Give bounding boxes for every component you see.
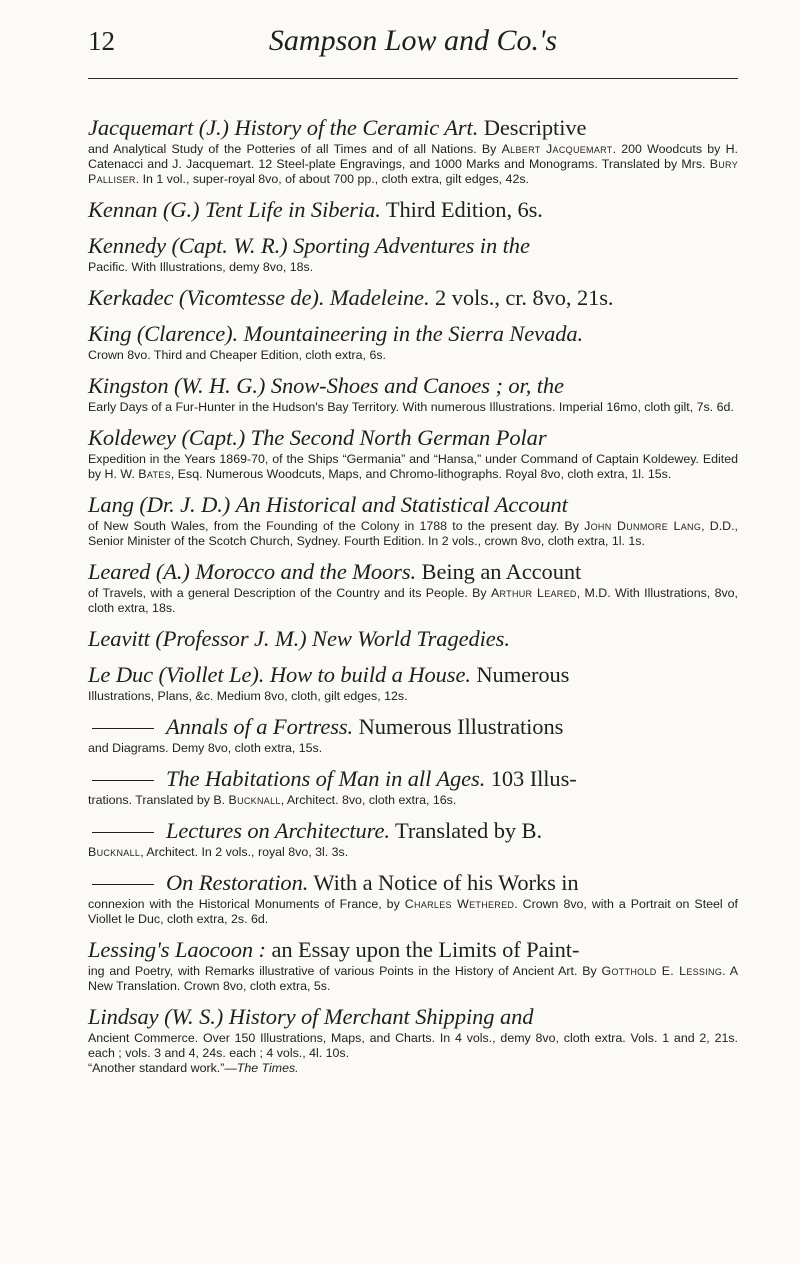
- entry-title: An Historical and Statistical Account: [235, 492, 568, 517]
- entry-title: The Habitations of Man in all Ages.: [166, 766, 486, 791]
- entry-description: [88, 1031, 738, 1076]
- catalogue-entry: [88, 233, 738, 275]
- entry-heading: [88, 197, 738, 223]
- entry-title: History of Merchant Shipping and: [228, 1004, 534, 1029]
- entry-author: Jacquemart (J.): [88, 115, 229, 140]
- entry-description: [88, 964, 738, 994]
- entry-author: Leavitt (Professor J. M.): [88, 626, 307, 651]
- desc-text: . 200 Woodcuts by H. Catenacci and J. Jacquemart. 12 Steel-plate Engravings, and 1000 Marks and Monograms. Translated by Mrs.: [88, 142, 738, 171]
- entry-description: Illustrations, Plans, &c. Medium 8vo, cloth, gilt edges, 12s.: [88, 689, 408, 703]
- entry-heading: [88, 425, 738, 451]
- quote-source: The Times.: [236, 1061, 299, 1075]
- entry-title: Tent Life in Siberia.: [204, 197, 381, 222]
- catalogue-page: [88, 18, 738, 1086]
- desc-text: , Architect. In 2 vols., royal 8vo, 3l. 3s.: [140, 845, 349, 859]
- entry-description: [88, 519, 738, 549]
- entry-title: On Restoration.: [166, 870, 309, 895]
- desc-text: . Crown 8vo, with a Portrait on Steel of Viollet le Duc, cloth extra, 2s. 6d.: [88, 897, 738, 926]
- entry-author: Kennedy (Capt. W. R.): [88, 233, 288, 258]
- desc-text: and Analytical Study of the Potteries of all Times and of all Nations. By: [88, 142, 502, 156]
- desc-name: Bucknall: [228, 793, 281, 807]
- entry-heading-tail: Translated by B.: [395, 818, 542, 843]
- entry-title: History of the Ceramic Art.: [234, 115, 479, 140]
- entry-heading-tail: 2 vols., cr. 8vo, 21s.: [435, 285, 614, 310]
- catalogue-entry: [88, 285, 738, 311]
- page-number: 12: [88, 26, 115, 56]
- desc-text: , Architect. 8vo, cloth extra, 16s.: [280, 793, 457, 807]
- entry-title: Morocco and the Moors.: [195, 559, 417, 584]
- desc-text: trations. Translated by B.: [88, 793, 229, 807]
- entry-title: Madeleine.: [329, 285, 430, 310]
- entry-description: Early Days of a Fur-Hunter in the Hudson's Bay Territory. With numerous Illustrations. Imperial 16mo, cloth gilt, 7s. 6d.: [88, 400, 734, 414]
- entry-author: Leared (A.): [88, 559, 190, 584]
- entry-heading: [88, 321, 738, 347]
- entry-author: Koldewey (Capt.): [88, 425, 246, 450]
- desc-name: Gotthold E. Lessing: [601, 964, 723, 978]
- entry-heading: [88, 233, 738, 259]
- entry-description: [88, 793, 738, 808]
- entry-author: Le Duc (Viollet Le).: [88, 662, 265, 687]
- press-quote: “Another standard work.”—: [88, 1061, 237, 1075]
- catalogue-entry: [88, 870, 738, 927]
- ditto-dash: [92, 884, 154, 885]
- desc-name: Charles Wethered: [404, 897, 515, 911]
- entry-heading: [88, 662, 738, 688]
- desc-text: connexion with the Historical Monuments of France, by: [88, 897, 405, 911]
- entry-heading: [88, 766, 738, 792]
- entry-heading-tail: Being an Account: [421, 559, 582, 584]
- entry-title: New World Tragedies.: [312, 626, 510, 651]
- desc-name: Bucknall: [88, 845, 141, 859]
- catalogue-entry: [88, 197, 738, 223]
- desc-text: , D.D., Senior Minister of the Scotch Church, Sydney. Fourth Edition. In 2 vols., crown 8vo, cloth extra, 1l. 1s.: [88, 519, 738, 548]
- page-header: [88, 18, 738, 79]
- running-title: Sampson Low and Co.'s: [268, 24, 558, 57]
- entry-title: How to build a House.: [269, 662, 471, 687]
- entry-author: Kerkadec (Vicomtesse de).: [88, 285, 325, 310]
- entry-heading: [88, 870, 738, 896]
- desc-text: Ancient Commerce. Over 150 Illustrations, Maps, and Charts. In 4 vols., demy 8vo, cloth extra. Vols. 1 and 2, 21s. each ; vols. 3 and 4, 24s. each ; 4 vols., 4l. 10s.: [88, 1031, 738, 1060]
- catalogue-entry: [88, 626, 738, 652]
- catalogue-entry: [88, 492, 738, 549]
- ditto-dash: [92, 832, 154, 833]
- desc-text: ing and Poetry, with Remarks illustrative of various Points in the History of Ancient Art. By: [88, 964, 602, 978]
- catalogue-entry: [88, 818, 738, 860]
- entry-description: Pacific. With Illustrations, demy 8vo, 18s.: [88, 260, 314, 274]
- ditto-dash: [92, 728, 154, 729]
- catalogue-entry: [88, 373, 738, 415]
- desc-text: of New South Wales, from the Founding of the Colony in 1788 to the present day. By: [88, 519, 585, 533]
- entry-author: Lessing's Laocoon :: [88, 937, 266, 962]
- desc-text: Expedition in the Years 1869-70, of the Ships “Germania” and “Hansa,” under Command of Captain Koldewey. Edited by H. W.: [88, 452, 738, 481]
- desc-text: . In 1 vol., super-royal 8vo, of about 700 pp., cloth extra, gilt edges, 42s.: [135, 172, 529, 186]
- catalogue-entry: [88, 559, 738, 616]
- entry-title: The Second North German Polar: [250, 425, 547, 450]
- entry-description: and Diagrams. Demy 8vo, cloth extra, 15s.: [88, 741, 323, 755]
- desc-text: , M.D. With Illustrations, 8vo, cloth extra, 18s.: [88, 586, 738, 615]
- desc-text: . A New Translation. Crown 8vo, cloth extra, 5s.: [88, 964, 738, 993]
- entry-title: Lectures on Architecture.: [166, 818, 390, 843]
- entry-heading-tail: Third Edition, 6s.: [385, 197, 543, 222]
- entry-description: Crown 8vo. Third and Cheaper Edition, cloth extra, 6s.: [88, 348, 386, 362]
- entry-heading-tail: Descriptive: [483, 115, 587, 140]
- entry-heading: [88, 492, 738, 518]
- entry-author: Lang (Dr. J. D.): [88, 492, 231, 517]
- catalogue-entry: [88, 937, 738, 994]
- entry-heading: [88, 937, 738, 963]
- catalogue-entry: [88, 321, 738, 363]
- entry-heading: [88, 285, 738, 311]
- entry-heading: [88, 559, 738, 585]
- catalogue-entry: [88, 1004, 738, 1076]
- entry-heading-tail: Numerous Illustrations: [358, 714, 564, 739]
- entry-heading: [88, 714, 738, 740]
- entry-heading: [88, 818, 738, 844]
- catalogue-entry: [88, 766, 738, 808]
- ditto-dash: [92, 780, 154, 781]
- desc-name: Albert Jacquemart: [501, 142, 613, 156]
- entry-author: Kingston (W. H. G.): [88, 373, 266, 398]
- catalogue-entry: [88, 714, 738, 756]
- desc-text: , Esq. Numerous Woodcuts, Maps, and Chromo-lithographs. Royal 8vo, cloth extra, 1l. 15s.: [170, 467, 672, 481]
- desc-text: of Travels, with a general Description of the Country and its People. By: [88, 586, 491, 600]
- catalogue-entry: [88, 662, 738, 704]
- entry-author: Kennan (G.): [88, 197, 200, 222]
- desc-name: Arthur Leared: [490, 586, 577, 600]
- entry-author: King (Clarence).: [88, 321, 239, 346]
- desc-name: John Dunmore Lang: [584, 519, 702, 533]
- entry-title: Annals of a Fortress.: [166, 714, 354, 739]
- entry-title: Snow-Shoes and Canoes ; or, the: [270, 373, 564, 398]
- entry-description: [88, 452, 738, 482]
- entry-heading-tail: Numerous: [476, 662, 570, 687]
- entry-heading-tail: 103 Illus-: [490, 766, 577, 791]
- entry-heading: [88, 115, 738, 141]
- entry-heading-tail: With a Notice of his Works in: [313, 870, 579, 895]
- desc-name: Bates: [138, 467, 171, 481]
- entry-title: Sporting Adventures in the: [293, 233, 530, 258]
- entry-description: [88, 142, 738, 187]
- entry-heading: [88, 626, 738, 652]
- entry-description: [88, 845, 738, 860]
- entry-description: [88, 897, 738, 927]
- entry-title: Mountaineering in the Sierra Nevada.: [243, 321, 584, 346]
- entry-author: Lindsay (W. S.): [88, 1004, 224, 1029]
- entry-heading: [88, 1004, 738, 1030]
- entry-heading-tail: an Essay upon the Limits of Paint-: [271, 937, 580, 962]
- catalogue-entry: [88, 115, 738, 187]
- entry-description: [88, 586, 738, 616]
- entry-heading: [88, 373, 738, 399]
- desc-name: Bury Palliser: [88, 157, 738, 186]
- catalogue-entry: [88, 425, 738, 482]
- catalogue-entries: [88, 115, 738, 1076]
